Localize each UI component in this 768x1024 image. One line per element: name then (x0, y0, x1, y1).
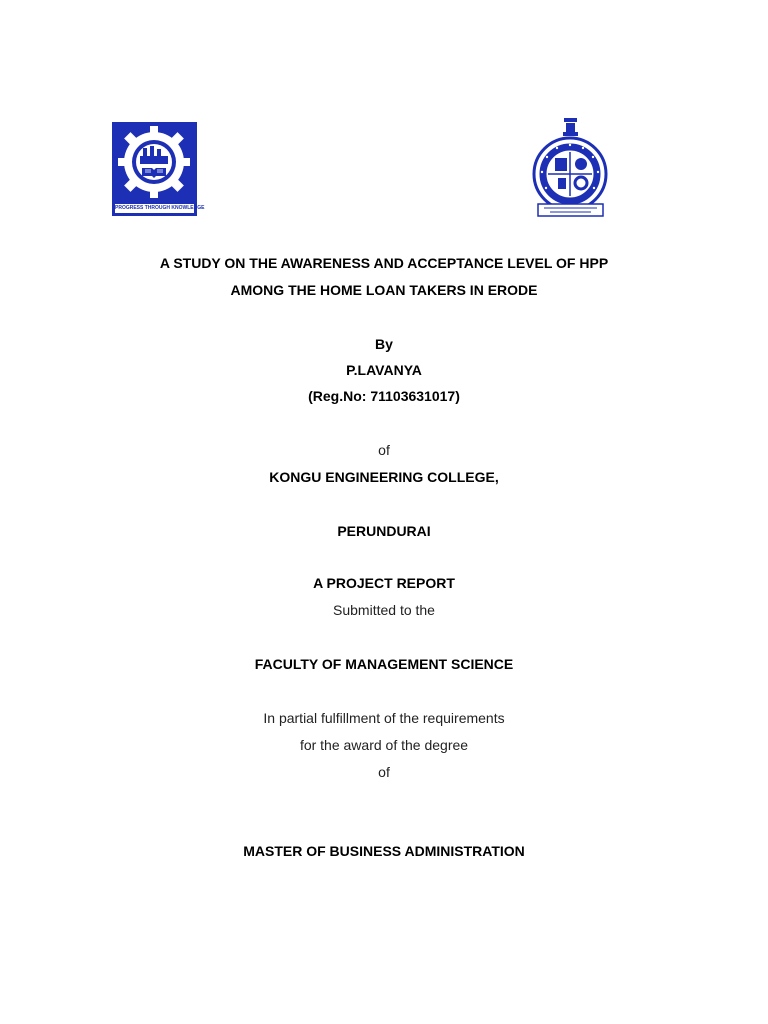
university-logo (112, 122, 205, 216)
college-name: KONGU ENGINEERING COLLEGE, (269, 469, 499, 485)
author-name: P.LAVANYA (346, 362, 422, 378)
award-degree-text: for the award of the degree (299, 737, 469, 753)
degree-name: MASTER OF BUSINESS ADMINISTRATION (243, 843, 525, 859)
submitted-to-label: Submitted to the (333, 602, 435, 618)
title-line-1: A STUDY ON THE AWARENESS AND ACCEPTANCE LEVEL OF HPP (159, 255, 609, 271)
faculty-name: FACULTY OF MANAGEMENT SCIENCE (254, 656, 514, 672)
college-place: PERUNDURAI (337, 523, 431, 539)
logo-motto: PROGRESS THROUGH KNOWLEDGE (115, 205, 205, 211)
by-label: By (375, 336, 393, 352)
college-seal-icon (528, 116, 613, 222)
gear-emblem-icon (112, 122, 197, 206)
of-degree-label: of (378, 764, 390, 780)
report-type: A PROJECT REPORT (313, 575, 455, 591)
of-label: of (378, 442, 390, 458)
title-line-2: AMONG THE HOME LOAN TAKERS IN ERODE (230, 282, 538, 298)
partial-fulfillment-text: In partial fulfillment of the requirements (263, 710, 505, 726)
registration-number: (Reg.No: 71103631017) (308, 388, 460, 404)
college-seal-logo (528, 116, 613, 222)
